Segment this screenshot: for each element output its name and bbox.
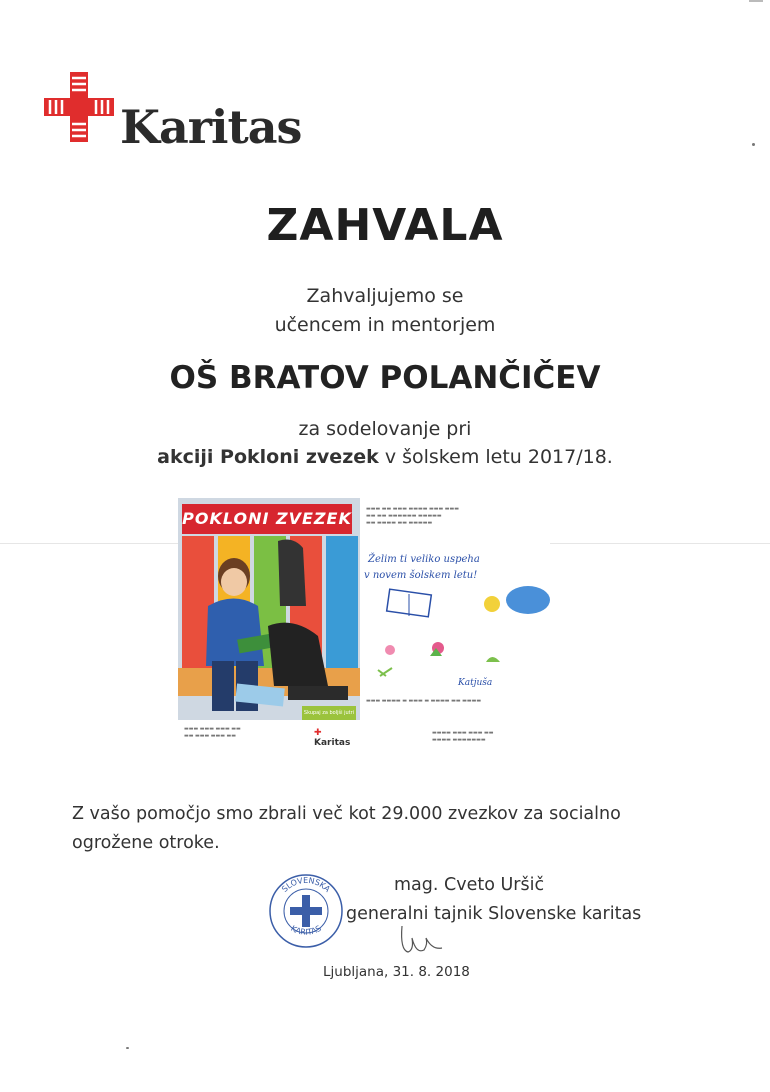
handwritten-signature: Katjuša [458, 678, 493, 688]
result-line-2: ogrožene otroke. [72, 833, 220, 853]
participation-line-1: za sodelovanje pri [298, 418, 472, 440]
handwritten-line-2: v novem šolskem letu! [364, 570, 478, 581]
card-footer-text: ▬▬▬ ▬▬▬▬ ▬ ▬▬▬ ▬ ▬▬▬▬ ▬▬ ▬▬▬▬ [366, 698, 482, 704]
card-small-print: ▬▬▬▬ ▬▬▬ ▬▬▬ ▬▬ ▬▬▬▬ ▬▬▬▬▬▬▬ [432, 730, 494, 743]
poster-photo-panel [178, 498, 360, 752]
campaign-name: akciji Pokloni zvezek [157, 446, 379, 468]
participation-line-2 [0, 446, 770, 468]
certificate-title: ZAHVALA [266, 200, 504, 251]
school-name: OŠ BRATOV POLANČIČEV [169, 360, 601, 396]
karitas-wordmark: Karitas [120, 100, 302, 154]
thanks-line-1: Zahvaljujemo se [306, 285, 464, 307]
poster-card-panel [360, 498, 550, 752]
karitas-stamp-icon [268, 873, 344, 949]
svg-text:SLOVENSKA: SLOVENSKA [280, 875, 332, 894]
handwritten-signature-mark [398, 920, 458, 960]
scan-speck [126, 1047, 129, 1049]
scan-line [749, 0, 763, 2]
result-line-1: Z vašo pomočjo smo zbrali več kot 29.000 zvezkov za socialno [72, 804, 621, 824]
place-and-date: Ljubljana, 31. 8. 2018 [323, 964, 470, 980]
scan-speck [752, 143, 755, 146]
karitas-logo [44, 72, 302, 162]
signer-title: generalni tajnik Slovenske karitas [346, 904, 642, 924]
school-year-text: v šolskem letu 2017/18. [378, 446, 613, 468]
boy-with-backpack-illustration [178, 536, 360, 716]
card-instructions: ▬▬▬ ▬▬ ▬▬▬ ▬▬▬▬ ▬▬▬ ▬▬▬ ▬▬ ▬▬ ▬▬▬▬▬▬ ▬▬▬▬▬ ▬▬ ▬▬▬▬ ▬▬ ▬▬▬▬▬ [366, 506, 459, 526]
karitas-cross-icon [44, 72, 114, 142]
poster-footer-text: ▬▬▬ ▬▬▬ ▬▬▬ ▬▬ ▬▬ ▬▬▬ ▬▬▬ ▬▬ [184, 726, 241, 739]
campaign-poster [178, 498, 553, 754]
handwritten-line-1: Želim ti veliko uspeha [368, 554, 480, 565]
svg-text:KARITAS: KARITAS [289, 923, 323, 937]
poster-banner: POKLONI ZVEZEK [182, 504, 352, 534]
poster-sticker: Skupaj za boljši jutri [302, 706, 356, 720]
child-drawing [360, 586, 550, 696]
signer-name: mag. Cveto Uršič [394, 875, 545, 895]
poster-karitas-label: ✚ Karitas [314, 728, 351, 748]
thanks-line-2: učencem in mentorjem [274, 314, 496, 336]
